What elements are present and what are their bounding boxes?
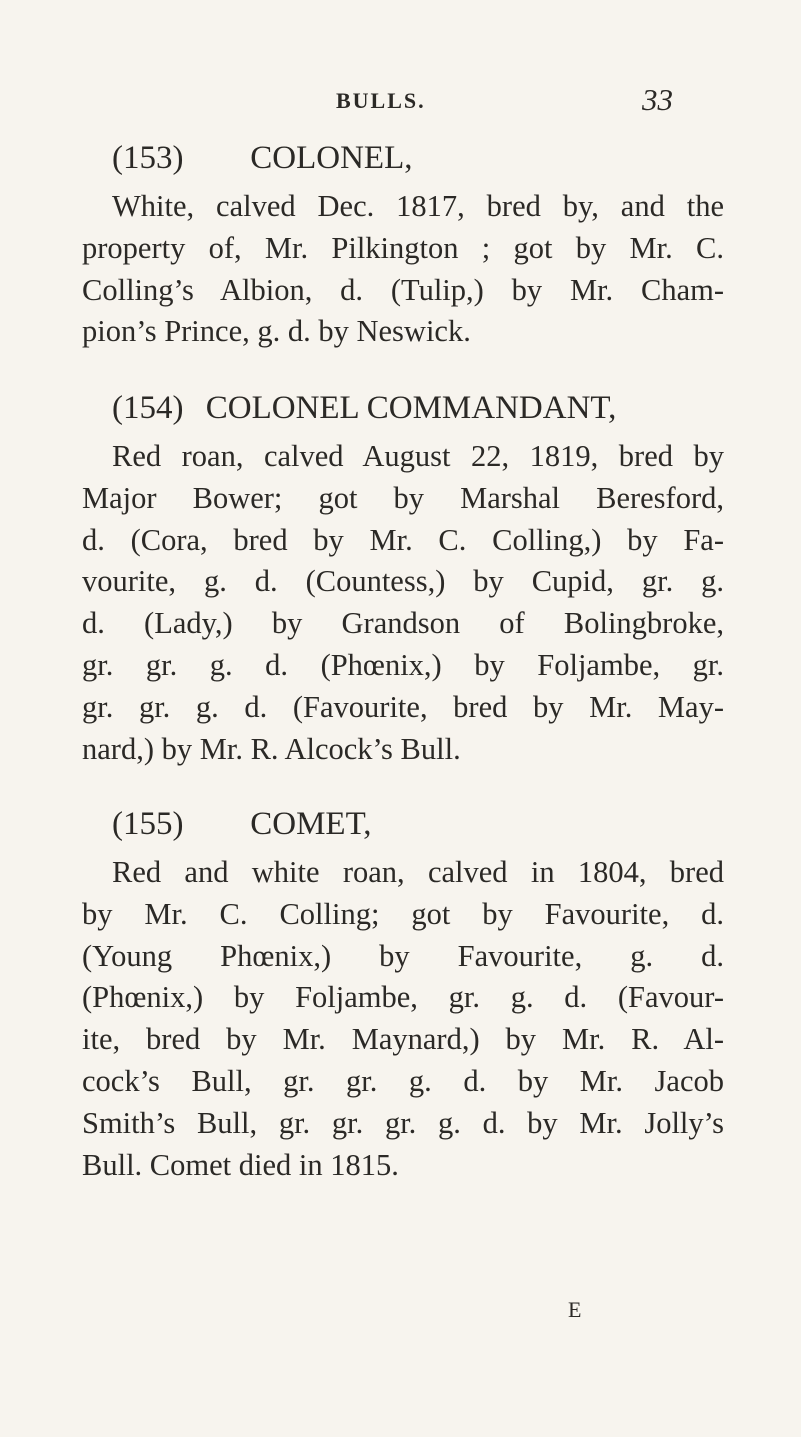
entry-number: (154) (112, 390, 184, 426)
entry-heading (112, 804, 724, 844)
entry-line: Red roan, calved August 22, 1819, bred by (112, 439, 724, 473)
entry-line: ite, bred by Mr. Maynard,) by Mr. R. Al- (82, 1022, 724, 1057)
entry-body (82, 852, 724, 1186)
entry-line: gr. gr. g. d. (Phœnix,) by Foljambe, gr. (82, 647, 724, 682)
entry-line: Smith’s Bull, gr. gr. gr. g. d. by Mr. Jolly’s (82, 1105, 724, 1140)
entry-heading (112, 138, 724, 178)
entry-line: d. (Lady,) by Grandson of Bolingbroke, (82, 606, 724, 641)
entry-number: (153) (112, 140, 184, 176)
entry-line: Colling’s Albion, d. (Tulip,) by Mr. Cham- (82, 272, 724, 307)
entry-line: gr. gr. g. d. (Favourite, bred by Mr. May- (82, 689, 724, 724)
entry-line: pion’s Prince, g. d. by Neswick. (82, 314, 471, 349)
entry-line: cock’s Bull, gr. gr. g. d. by Mr. Jacob (82, 1063, 724, 1098)
entry-line: nard,) by Mr. R. Alcock’s Bull. (82, 731, 461, 766)
page-number: 33 (642, 82, 673, 117)
entry-line: d. (Cora, bred by Mr. C. Colling,) by Fa- (82, 522, 724, 557)
entry-name: COMET, (250, 806, 372, 842)
entry-line: vourite, g. d. (Countess,) by Cupid, gr. g. (82, 564, 724, 599)
page-header (0, 82, 801, 122)
entry-line: by Mr. C. Colling; got by Favourite, d. (82, 896, 724, 931)
signature-mark: E (568, 1297, 582, 1322)
entry-line: White, calved Dec. 1817, bred by, and the (112, 189, 724, 223)
entry-name: COLONEL, (250, 140, 413, 176)
entry-154 (82, 388, 724, 770)
entry-number: (155) (112, 806, 184, 842)
entry-heading (112, 388, 724, 428)
entry-line: property of, Mr. Pilkington ; got by Mr. C. (82, 230, 724, 265)
entry-line: Major Bower; got by Marshal Beresford, (82, 480, 724, 515)
entry-body (82, 436, 724, 770)
entry-line: Bull. Comet died in 1815. (82, 1147, 399, 1182)
entry-body (82, 186, 724, 353)
entry-line: Red and white roan, calved in 1804, bred (112, 855, 724, 889)
entry-155 (82, 804, 724, 1186)
running-title: BULLS. (336, 88, 426, 113)
entry-line: (Young Phœnix,) by Favourite, g. d. (82, 938, 724, 973)
entry-name: COLONEL COMMANDANT, (205, 390, 617, 426)
entry-153 (82, 138, 724, 353)
entry-line: (Phœnix,) by Foljambe, gr. g. d. (Favour- (82, 980, 724, 1015)
